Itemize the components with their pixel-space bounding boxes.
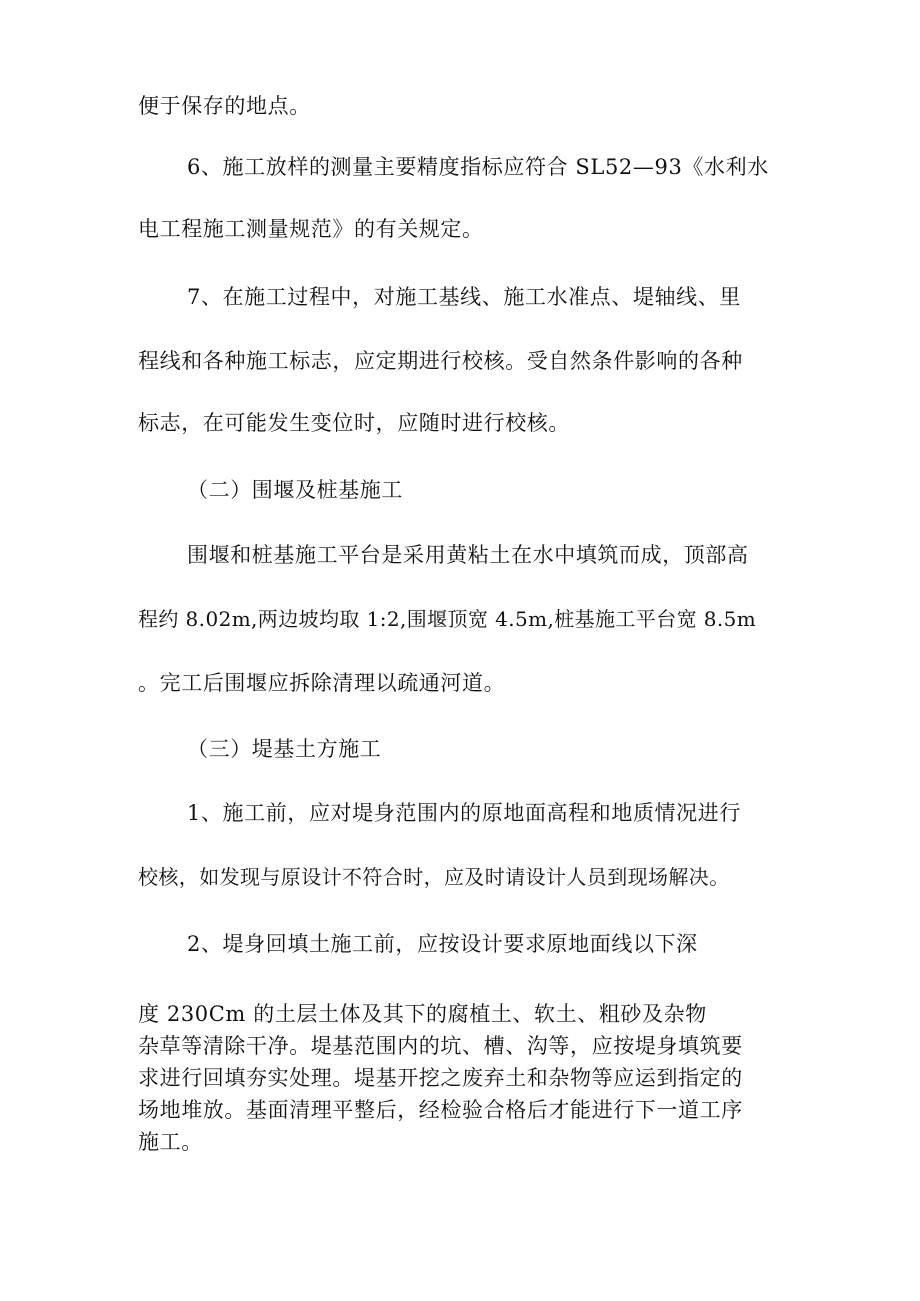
section-heading: （三）堤基土方施工: [187, 737, 382, 761]
text-line: 施工。: [138, 1130, 203, 1154]
text-line: 场地堆放。基面清理平整后，经检验合格后才能进行下一道工序: [138, 1098, 743, 1122]
text-line: 程约 8.02m,两边坡均取 1:2,围堰顶宽 4.5m,桩基施工平台宽 8.5m: [138, 607, 757, 631]
text-line: 校核，如发现与原设计不符合时，应及时请设计人员到现场解决。: [138, 865, 730, 889]
text-line: 围堰和桩基施工平台是采用黄粘土在水中填筑而成，顶部高: [187, 543, 749, 567]
section-heading: （二）围堰及桩基施工: [187, 478, 403, 502]
text-line: 电工程施工测量规范》的有关规定。: [138, 217, 484, 241]
text-line: 标志，在可能发生变位时，应随时进行校核。: [138, 411, 570, 435]
text-line: 便于保存的地点。: [138, 94, 311, 118]
text-line: 杂草等清除干净。堤基范围内的坑、槽、沟等，应按堤身填筑要: [138, 1034, 743, 1058]
text-line: 度 230Cm 的土层土体及其下的腐植土、软土、粗砂及杂物: [138, 1002, 707, 1026]
text-line: 1、施工前，应对堤身范围内的原地面高程和地质情况进行: [187, 801, 741, 825]
text-line: 求进行回填夯实处理。堤基开挖之废弃土和杂物等应运到指定的: [138, 1066, 743, 1090]
text-line: 6、施工放样的测量主要精度指标应符合 SL52—93《水利水: [187, 155, 769, 179]
text-line: 2、堤身回填土施工前，应按设计要求原地面线以下深: [187, 932, 698, 956]
text-line: 7、在施工过程中，对施工基线、施工水准点、堤轴线、里: [187, 285, 741, 309]
text-line: 程线和各种施工标志，应定期进行校核。受自然条件影响的各种: [138, 349, 743, 373]
text-line: 。完工后围堰应拆除清理以疏通河道。: [138, 671, 506, 695]
